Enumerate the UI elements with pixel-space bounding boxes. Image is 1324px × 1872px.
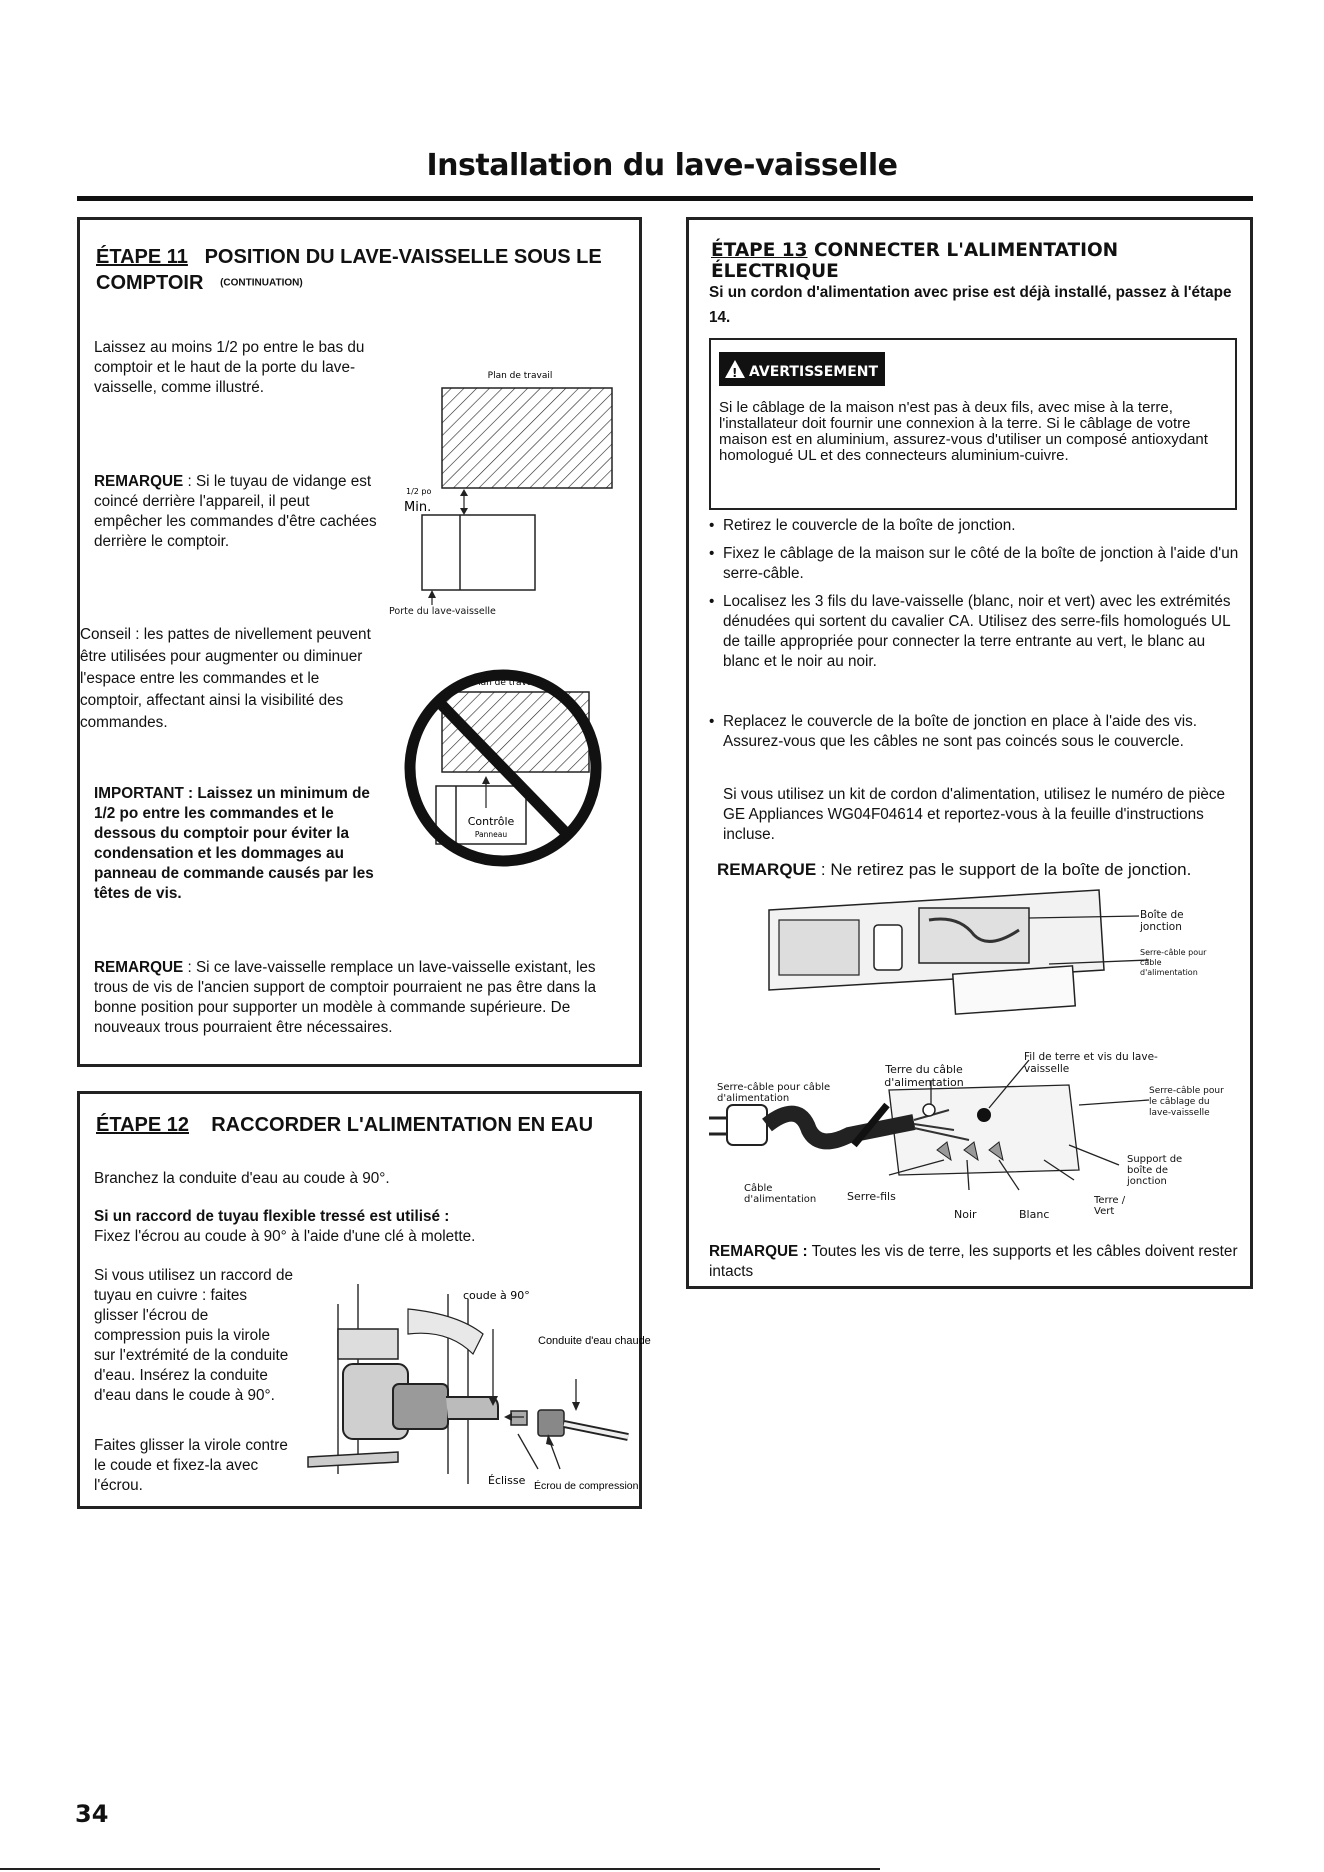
warning-box	[709, 338, 1237, 510]
step11-intro: Laissez au moins 1/2 po entre le bas du comptoir et le haut de la porte du lave-vaisselle, comme illustré.	[94, 339, 365, 396]
step13-remark2-text: Toutes les vis de terre, les supports et les câbles doivent rester intacts	[709, 1243, 1238, 1280]
bullet-item: • Localisez les 3 fils du lave-vaisselle (blanc, noir et vert) avec les extrémités dénudées qui sortent du cavalier CA. Utilisez des serre-fils homologués UL de taille appropriée pour connecter la terre entrante au vert, le blanc au blanc et le noir au noir.	[709, 592, 1239, 672]
fig12-nut-label: Écrou de compression	[534, 1480, 639, 1492]
step12-number: ÉTAPE 12	[96, 1114, 189, 1136]
step12-copper: Si vous utilisez un raccord de tuyau en cuivre : faites glisser l'écrou de compression puis la virole sur l'extrémité de la conduite d'eau. Insérez la conduite d'eau dans le coude à 90°.	[94, 1267, 293, 1404]
step13-remark2-label: REMARQUE :	[709, 1243, 808, 1260]
junction-box-cover	[953, 966, 1075, 1014]
step13-remark1-text: : Ne retirez pas le support de la boîte de jonction.	[816, 860, 1192, 879]
step12-title: RACCORDER L'ALIMENTATION EN EAU	[211, 1114, 594, 1136]
step13-number: ÉTAPE 13	[711, 240, 808, 261]
bullet-item: • Replacez le couvercle de la boîte de jonction en place à l'aide des vis. Assurez-vous que les câbles ne sont pas coincés sous le couvercle.	[709, 712, 1239, 752]
step12-heading	[96, 1114, 636, 1137]
fig1-door	[422, 515, 535, 590]
fig1-countertop-label: Plan de travail	[487, 371, 553, 381]
step11-important: IMPORTANT : Laissez un minimum de 1/2 po entre les commandes et le dessous du comptoir pour éviter la condensation et les dommages au panneau de commande causés par les têtes de vis.	[94, 785, 374, 902]
title-rule	[77, 196, 1253, 201]
warning-label: AVERTISSEMENT	[749, 364, 879, 380]
fig13-clamp-power-label: Serre-câble pour câble d'alimentation	[717, 1082, 831, 1104]
step12-box	[77, 1091, 651, 1509]
bullet-item: • Retirez le couvercle de la boîte de jonction.	[709, 516, 1239, 536]
bullet-item: • Fixez le câblage de la maison sur le côté de la boîte de jonction à l'aide d'un serre-câble.	[709, 544, 1239, 584]
fig2-control-label: Contrôle	[467, 815, 515, 828]
step11-remark2	[94, 958, 624, 1038]
step13-bullets-1	[709, 516, 1239, 680]
fig13-black-label: Noir	[954, 1208, 977, 1221]
fig12-elbow-label: coude à 90°	[463, 1289, 530, 1302]
fig13-bracket-label: Support de boîte de jonction	[1127, 1154, 1183, 1187]
warning-triangle-icon	[725, 360, 745, 378]
step13-bullet-list	[709, 516, 1239, 672]
step11-heading	[96, 244, 636, 297]
step11-remark1-text: : Si le tuyau de vidange est coincé derrière l'appareil, il peut empêcher les commandes d'être cachées derrière le comptoir.	[94, 473, 377, 550]
step13-bullet-list-2	[709, 712, 1239, 752]
warning-text: Si le câblage de la maison n'est pas à deux fils, avec mise à la terre, l'installateur doit fournir une connexion à la terre. Si le câblage de votre maison est en aluminium, assurez-vous d'utiliser un composé antioxydant homologué UL et des connecteurs aluminium-cuivre.	[719, 399, 1208, 464]
fig13-ground-screw-label: Fil de terre et vis du lave-vaisselle	[1024, 1051, 1158, 1075]
step13-remark2	[709, 1242, 1239, 1282]
step13-box	[686, 217, 1253, 1289]
compression-nut	[538, 1410, 564, 1436]
step13-skip: Si un cordon d'alimentation avec prise est déjà installé, passez à l'étape 14.	[709, 284, 1232, 326]
step12-braided-text: Fixez l'écrou au coude à 90° à l'aide d'une clé à molette.	[94, 1228, 476, 1245]
bottom-rule	[0, 1868, 880, 1870]
step11-box	[77, 217, 642, 1067]
fig13-ground-cable-label: Terre du câble d'alimentation	[884, 1063, 964, 1089]
fig13-wire-nuts-label: Serre-fils	[847, 1190, 896, 1203]
fig2-countertop-label: Plan de travail	[472, 678, 538, 688]
step13-remark1-label: REMARQUE	[717, 860, 817, 879]
step11-remark1	[94, 472, 379, 552]
step11-continuation: (CONTINUATION)	[220, 277, 303, 289]
ground-screw	[977, 1108, 991, 1122]
fig13-white-label: Blanc	[1019, 1208, 1050, 1221]
fig1-door-label: Porte du lave-vaisselle	[389, 606, 496, 617]
step13-remark1	[717, 860, 1247, 880]
fig1-min-label: Min.	[404, 500, 432, 515]
fig13-ground-green-label: Terre / Vert	[1094, 1195, 1126, 1217]
fig1-countertop	[442, 388, 612, 488]
water-line-figure	[298, 1274, 651, 1504]
fig2-panel-label: Panneau	[474, 830, 508, 839]
fig12-hot-line-label	[538, 1335, 651, 1347]
fig1-gap-label: 1/2 po	[406, 487, 432, 496]
step11-title-line2: COMPTOIR	[96, 272, 204, 294]
step11-title-line1: POSITION DU LAVE-VAISSELLE SOUS LE	[204, 246, 602, 268]
step11-tip: Conseil : les pattes de nivellement peuvent être utilisées pour augmenter ou diminuer l'espace entre les commandes et le comptoir, affectant ainsi la visibilité des commandes.	[80, 626, 371, 731]
fig13-power-cable-label: Câble d'alimentation	[744, 1183, 817, 1205]
elbow-fitting	[393, 1384, 448, 1429]
step11-remark2-label: REMARQUE	[94, 959, 184, 976]
step13-bullets-2	[709, 712, 1239, 760]
fig12-hot-line-text: Conduite d'eau chaude	[538, 1335, 651, 1347]
page-title: Installation du lave-vaisselle	[426, 148, 898, 183]
step13-kit: Si vous utilisez un kit de cordon d'alimentation, utilisez le numéro de pièce GE Appliances WG04F04614 et reportez-vous à la feuille d'instructions incluse.	[723, 786, 1226, 843]
fig13-clamp-label: Serre-câble pour câble d'alimentation	[1140, 948, 1207, 977]
clearance-figure	[400, 350, 600, 620]
step12-slide: Faites glisser la virole contre le coude et fixez-la avec l'écrou.	[94, 1437, 288, 1494]
step13-heading	[711, 240, 1251, 282]
prohibited-figure	[398, 648, 603, 878]
fig12-ferrule-label: Éclisse	[488, 1474, 526, 1487]
fig13-clamp-dw-label: Serre-câble pour le câblage du lave-vaisselle	[1149, 1086, 1224, 1118]
step11-remark1-label: REMARQUE	[94, 473, 184, 490]
fig13-jbox-label: Boîte de jonction	[1140, 909, 1184, 933]
power-plug	[727, 1105, 767, 1145]
step12-braided-head: Si un raccord de tuyau flexible tressé est utilisé :	[94, 1208, 450, 1225]
step12-line1: Branchez la conduite d'eau au coude à 90°.	[94, 1170, 390, 1187]
step13-title: CONNECTER L'ALIMENTATION ÉLECTRIQUE	[711, 240, 1119, 282]
step11-number: ÉTAPE 11	[96, 246, 188, 268]
step11-remark2-text: : Si ce lave-vaisselle remplace un lave-vaisselle existant, les trous de vis de l'ancien support de comptoir pourraient ne pas être dans la bonne position pour supporter un modèle à commande supérieure. De nouveaux trous pourraient être nécessaires.	[94, 959, 597, 1036]
ferrule	[511, 1411, 527, 1425]
warning-badge	[719, 352, 885, 386]
page-number: 34	[75, 1800, 109, 1828]
